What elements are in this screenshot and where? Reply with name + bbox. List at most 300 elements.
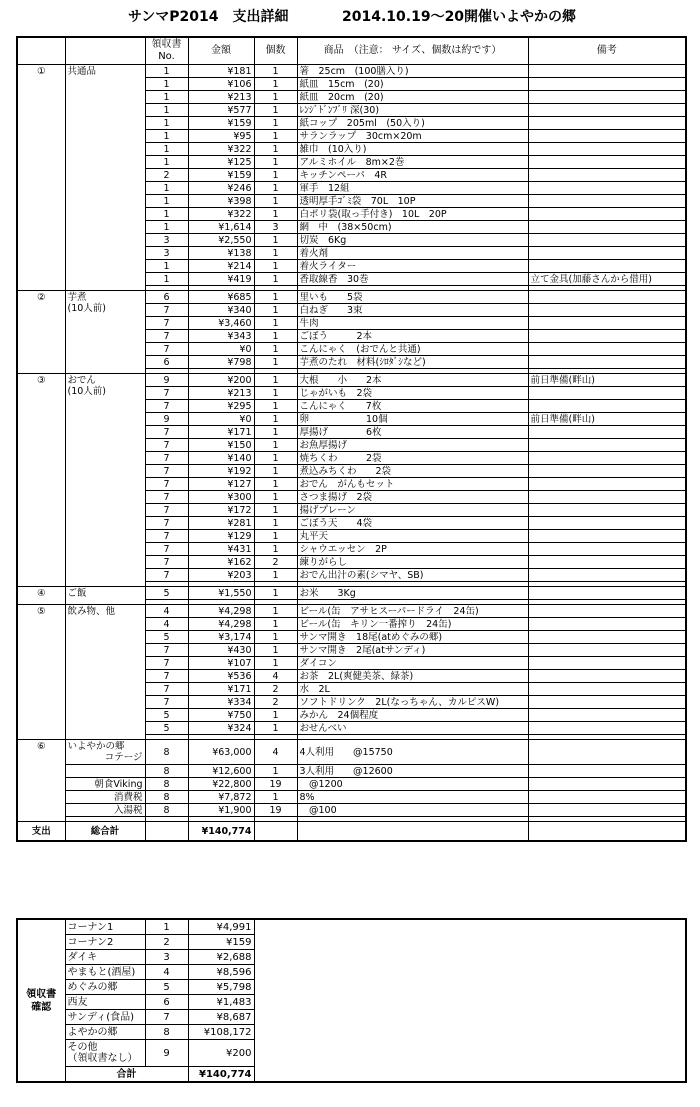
item-name: 軍手 12組 [297,182,528,195]
amount: ¥750 [188,709,254,722]
event-date: 2014.10.19～20開催 [342,9,493,25]
item-name: 大根 小 2本 [297,374,528,387]
amount: ¥200 [188,374,254,387]
amount: ¥172 [188,504,254,517]
amount: ¥5,798 [188,980,254,995]
receipt-no: 1 [145,182,188,195]
note [528,356,686,369]
qty: 2 [254,696,297,709]
receipt-no: 7 [145,400,188,413]
qty: 1 [254,605,297,618]
item-name: 香取線香 30巻 [297,273,528,286]
header-amount: 金額 [188,37,254,65]
receipt-no: 2 [145,935,188,950]
note [528,556,686,569]
item-name: おせんべい [297,722,528,735]
qty: 1 [254,304,297,317]
receipt-no: 7 [145,343,188,356]
receipt-no: 5 [145,631,188,644]
receipt-no: 7 [145,465,188,478]
item-name: 紙皿 20cm (20) [297,91,528,104]
receipt-no: 1 [145,78,188,91]
item-name: 卵 10個 [297,413,528,426]
amount: ¥343 [188,330,254,343]
note [528,330,686,343]
note [528,130,686,143]
amount: ¥162 [188,556,254,569]
amount: ¥106 [188,78,254,91]
item-name: 白ポリ袋(取っ手付き) 10L 20P [297,208,528,221]
item-name: キッチンペーパ 4R [297,169,528,182]
receipt-no: 1 [145,91,188,104]
amount: ¥129 [188,530,254,543]
qty: 19 [254,804,297,817]
item-name: 焼ちくわ 2袋 [297,452,528,465]
note [528,517,686,530]
qty: 1 [254,387,297,400]
note [528,657,686,670]
qty: 1 [254,343,297,356]
receipt-total-amount: ¥140,774 [188,1067,254,1083]
note: 前日準備(畔山) [528,413,686,426]
note [528,491,686,504]
expense-table [16,36,687,842]
receipt-no: 7 [145,317,188,330]
amount: ¥150 [188,439,254,452]
receipt-no: 4 [145,605,188,618]
qty: 1 [254,247,297,260]
table-row [17,804,686,817]
note [528,182,686,195]
store-name: コーナン1 [65,919,145,935]
section-title: ご飯 [67,588,87,599]
receipt-row [17,919,686,935]
total-blank [297,822,528,842]
table-row [17,740,686,765]
receipt-no: 8 [145,740,188,765]
receipt-no: 8 [145,778,188,791]
qty: 1 [254,439,297,452]
item-name: おでん がんもセット [297,478,528,491]
qty: 1 [254,104,297,117]
store-name: サンディ(食品) [65,1010,145,1025]
receipt-no: 1 [145,195,188,208]
qty: 19 [254,778,297,791]
receipt-no: 5 [145,980,188,995]
item-name: ダイコン [297,657,528,670]
receipt-no: 7 [145,330,188,343]
header-section [17,37,65,65]
note [528,234,686,247]
amount: ¥138 [188,247,254,260]
item-name: 紙コップ 205ml (50入り) [297,117,528,130]
item-name: 水 2L [297,683,528,696]
receipt-no: 8 [145,1025,188,1040]
qty: 1 [254,356,297,369]
item-name: 厚揚げ 6枚 [297,426,528,439]
item-name: @1200 [297,778,528,791]
amount: ¥181 [188,65,254,78]
qty: 4 [254,670,297,683]
amount: ¥8,596 [188,965,254,980]
qty: 1 [254,765,297,778]
qty: 1 [254,722,297,735]
item-name: 煮込みちくわ 2袋 [297,465,528,478]
note [528,804,686,817]
note [528,618,686,631]
amount: ¥140 [188,452,254,465]
qty: 1 [254,234,297,247]
row-label: コテージ [104,752,143,763]
amount: ¥125 [188,156,254,169]
qty: 1 [254,374,297,387]
other-name: その他 [67,1042,98,1053]
header-category [65,37,145,65]
section-number: ④ [17,587,65,605]
qty: 1 [254,413,297,426]
receipt-no: 7 [145,696,188,709]
amount: ¥213 [188,387,254,400]
receipt-row [17,950,686,965]
note [528,644,686,657]
item-name: 4人利用 @15750 [297,740,528,765]
item-name: 牛肉 [297,317,528,330]
section-number: ③ [17,374,65,587]
blank-cell [254,1067,686,1083]
amount: ¥430 [188,644,254,657]
qty: 1 [254,478,297,491]
section-title: 共通品 [67,66,97,77]
table-row [17,791,686,804]
expense-body [17,65,686,842]
receipt-label-line1: 領収書 [26,988,57,1000]
receipt-no: 1 [145,221,188,234]
amount: ¥4,298 [188,605,254,618]
amount: ¥536 [188,670,254,683]
note [528,452,686,465]
receipt-no: 7 [145,556,188,569]
grand-total-row [17,822,686,842]
amount: ¥322 [188,143,254,156]
receipt-no: 7 [145,439,188,452]
section-number: ① [17,65,65,291]
section-title: 飲み物、他 [67,606,116,617]
amount: ¥1,550 [188,587,254,600]
item-name: 里いも 5袋 [297,291,528,304]
amount: ¥95 [188,130,254,143]
qty: 1 [254,465,297,478]
receipt-total-row [17,1067,686,1083]
receipt-no: 6 [145,995,188,1010]
note [528,778,686,791]
section-number: ⑤ [17,605,65,740]
table-row [17,65,686,78]
amount: ¥3,460 [188,317,254,330]
qty: 1 [254,452,297,465]
item-name: 透明厚手ｺﾞﾐ袋 70L 10P [297,195,528,208]
receipt-no: 9 [145,413,188,426]
note [528,670,686,683]
receipt-no: 7 [145,304,188,317]
receipt-row [17,935,686,950]
blank-cell [254,1025,686,1040]
item-name: お魚厚揚げ [297,439,528,452]
receipt-no: 5 [145,709,188,722]
page-title [0,4,700,28]
amount: ¥8,687 [188,1010,254,1025]
item-name: ビール(缶 キリン一番搾り 24缶) [297,618,528,631]
receipt-no: 4 [145,965,188,980]
note [528,91,686,104]
receipt-no: 7 [145,644,188,657]
receipt-no: 7 [145,543,188,556]
blank-cell [254,1040,686,1067]
section-title: 芋煮 [67,292,87,303]
amount: ¥4,298 [188,618,254,631]
item-name: 網 中 (38×50cm) [297,221,528,234]
total-sublabel: 総合計 [65,822,145,842]
receipt-no: 6 [145,291,188,304]
item-name: こんにゃく (おでんと共通) [297,343,528,356]
qty: 1 [254,195,297,208]
receipt-row [17,965,686,980]
item-name: こんにゃく 7枚 [297,400,528,413]
amount: ¥159 [188,935,254,950]
receipt-label-line2: 確認 [31,1001,52,1013]
item-name: 揚げプレーン [297,504,528,517]
note [528,530,686,543]
qty: 1 [254,117,297,130]
blank-cell [254,950,686,965]
note [528,696,686,709]
note [528,426,686,439]
amount: ¥685 [188,291,254,304]
qty: 1 [254,169,297,182]
qty: 2 [254,683,297,696]
item-name: ごぼう 2本 [297,330,528,343]
receipt-no: 7 [145,670,188,683]
receipt-no: 7 [145,491,188,504]
item-name: 3人利用 @12600 [297,765,528,778]
amount: ¥203 [188,569,254,582]
amount: ¥213 [188,91,254,104]
table-row [17,374,686,387]
note [528,709,686,722]
receipt-no: 7 [145,1010,188,1025]
qty: 1 [254,291,297,304]
receipt-no: 1 [145,156,188,169]
receipt-check-label [17,919,65,1082]
receipt-no: 7 [145,452,188,465]
item-name: アルミホイル 8m×2巻 [297,156,528,169]
amount: ¥322 [188,208,254,221]
amount: ¥214 [188,260,254,273]
item-name: 着火ライター [297,260,528,273]
note [528,195,686,208]
receipt-row [17,1025,686,1040]
item-name: シャウエッセン 2P [297,543,528,556]
blank-cell [254,935,686,950]
table-row [17,291,686,304]
item-name: じゃがいも 2袋 [297,387,528,400]
note [528,631,686,644]
receipt-check-table [16,918,687,1083]
note [528,587,686,600]
receipt-total-label: 合計 [65,1067,188,1083]
amount: ¥4,991 [188,919,254,935]
qty: 1 [254,400,297,413]
header-item: 商品 （注意： サイズ、個数は約です） [297,37,528,65]
table-row [17,587,686,600]
blank-cell [254,1010,686,1025]
item-name: サンマ開き 18尾(atめぐみの郷) [297,631,528,644]
qty: 1 [254,644,297,657]
item-name: 紙皿 15cm (20) [297,78,528,91]
section-name [65,587,145,605]
note [528,569,686,582]
qty: 1 [254,631,297,644]
item-name: 切炭 6Kg [297,234,528,247]
amount: ¥2,550 [188,234,254,247]
receipt-no: 9 [145,1040,188,1067]
receipt-no: 7 [145,426,188,439]
item-name: サンマ開き 2尾(atサンディ) [297,644,528,657]
qty: 1 [254,530,297,543]
amount: ¥159 [188,117,254,130]
amount: ¥107 [188,657,254,670]
table-row [17,605,686,618]
receipt-body [17,919,686,1082]
amount: ¥398 [188,195,254,208]
qty: 4 [254,740,297,765]
section-name [65,740,145,765]
receipt-no: 7 [145,387,188,400]
item-name: ビール(缶 アサヒスーパードライ 24缶) [297,605,528,618]
qty: 1 [254,65,297,78]
note [528,169,686,182]
receipt-no: 5 [145,587,188,600]
blank-cell [254,965,686,980]
note [528,117,686,130]
note [528,400,686,413]
blank-cell [254,980,686,995]
qty: 2 [254,556,297,569]
note [528,791,686,804]
table-row [17,765,686,778]
note [528,65,686,78]
note [528,439,686,452]
qty: 1 [254,91,297,104]
receipt-row [17,1010,686,1025]
note [528,247,686,260]
item-name: ごぼう天 4袋 [297,517,528,530]
qty: 1 [254,569,297,582]
receipt-no: 7 [145,569,188,582]
receipt-row [17,995,686,1010]
amount: ¥0 [188,343,254,356]
header-note: 備考 [528,37,686,65]
qty: 1 [254,208,297,221]
qty: 1 [254,517,297,530]
receipt-no: 1 [145,130,188,143]
qty: 1 [254,709,297,722]
note [528,740,686,765]
receipt-no: 1 [145,65,188,78]
store-name: 西友 [65,995,145,1010]
section-name [65,291,145,374]
total-amount: ¥140,774 [188,822,254,842]
header-row [17,37,686,65]
amount: ¥419 [188,273,254,286]
amount: ¥334 [188,696,254,709]
amount: ¥0 [188,413,254,426]
amount: ¥200 [188,1040,254,1067]
amount: ¥127 [188,478,254,491]
note [528,683,686,696]
item-name: 雑巾 (10入り) [297,143,528,156]
note [528,722,686,735]
receipt-row [17,1040,686,1067]
section-number: ② [17,291,65,374]
amount: ¥1,614 [188,221,254,234]
note [528,387,686,400]
store-name: コーナン2 [65,935,145,950]
receipt-no: 1 [145,273,188,286]
section-servings: (10人前) [67,386,107,397]
total-blank [528,822,686,842]
qty: 1 [254,791,297,804]
amount: ¥324 [188,722,254,735]
receipt-no: 1 [145,104,188,117]
note [528,605,686,618]
amount: ¥7,872 [188,791,254,804]
qty: 1 [254,657,297,670]
row-label [65,765,145,778]
note [528,291,686,304]
item-name: 着火剤 [297,247,528,260]
qty: 1 [254,143,297,156]
item-name: お茶 2L(爽健美茶、緑茶) [297,670,528,683]
store-name: やまもと(酒屋) [65,965,145,980]
receipt-no: 7 [145,478,188,491]
receipt-no: 7 [145,517,188,530]
receipt-no: 1 [145,260,188,273]
row-label: 朝食Viking [65,778,145,791]
receipt-no: 8 [145,791,188,804]
note [528,317,686,330]
amount: ¥798 [188,356,254,369]
total-label: 支出 [17,822,65,842]
blank-cell [254,919,686,935]
receipt-no: 7 [145,683,188,696]
section-title: いよやかの郷 [67,741,125,752]
item-name: ソフトドリンク 2L(なっちゃん、カルピスW) [297,696,528,709]
receipt-row [17,980,686,995]
receipt-no: 3 [145,247,188,260]
item-name: ﾚﾝｼﾞﾄﾞﾝﾌﾞﾘ 深(30) [297,104,528,117]
note [528,478,686,491]
qty: 3 [254,221,297,234]
note [528,104,686,117]
amount: ¥159 [188,169,254,182]
section-number: ⑥ [17,740,65,822]
note [528,221,686,234]
note [528,465,686,478]
note [528,765,686,778]
note [528,208,686,221]
amount: ¥246 [188,182,254,195]
item-name: さつま揚げ 2袋 [297,491,528,504]
